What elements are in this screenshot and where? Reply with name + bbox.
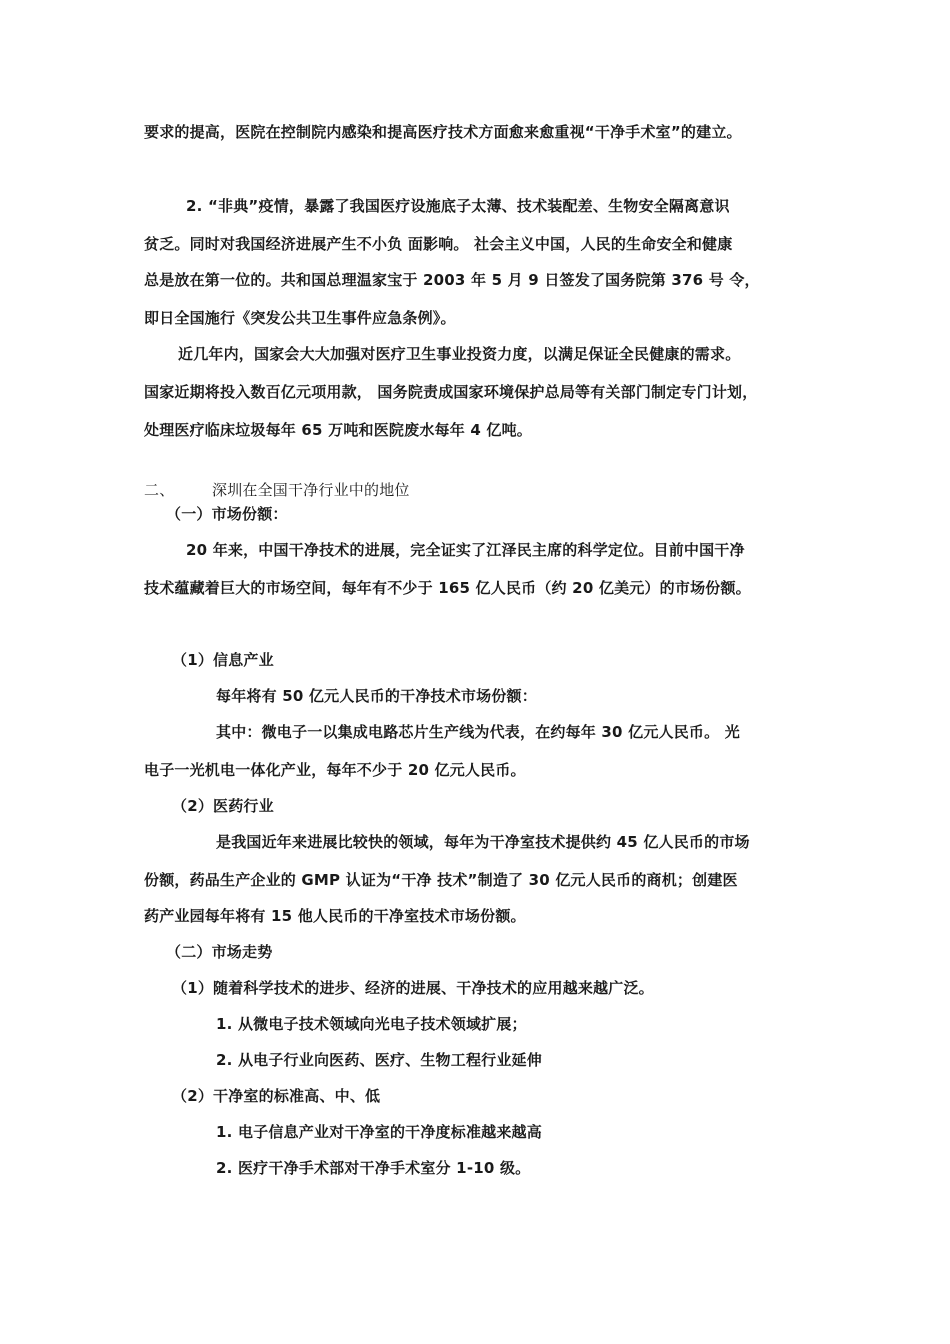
paragraph-line: 每年将有 50 亿元人民币的干净技术市场份额：: [216, 687, 537, 705]
paragraph-line: 处理医疗临床垃圾每年 65 万吨和医院废水每年 4 亿吨。: [144, 421, 533, 439]
list-item: 2. 医疗干净手术部对干净手术室分 1-10 级。: [216, 1159, 531, 1177]
paragraph-line: 电子一光机电一体化产业，每年不少于 20 亿元人民币。: [144, 761, 526, 779]
paragraph-line: 份额，药品生产企业的 GMP 认证为“干净 技术”制造了 30 亿元人民币的商机；创建医: [144, 871, 738, 889]
paragraph-line: 总是放在第一位的。共和国总理温家宝于 2003 年 5 月 9 日签发了国务院第 376 号 令，: [144, 271, 760, 289]
list-item: 2. 从电子行业向医药、医疗、生物工程行业延伸: [216, 1051, 542, 1069]
paragraph-line: 要求的提高，医院在控制院内感染和提高医疗技术方面愈来愈重视“干净手术室”的建立。: [144, 123, 742, 141]
list-item: 1. 从微电子技术领域向光电子技术领域扩展；: [216, 1015, 527, 1033]
paragraph-line: 贫乏。同时对我国经济进展产生不小负 面影响。 社会主义中国，人民的生命安全和健康: [144, 235, 733, 253]
item-title: （2）医药行业: [172, 797, 274, 815]
subsection-title: （二）市场走势: [166, 943, 273, 961]
paragraph-line: 药产业园每年将有 15 他人民币的干净室技术市场份额。: [144, 907, 526, 925]
paragraph-line: 2. “非典”疫情，暴露了我国医疗设施底子太薄、技术装配差、生物安全隔离意识: [186, 197, 730, 215]
paragraph-line: 20 年来，中国干净技术的进展，完全证实了江泽民主席的科学定位。目前中国干净: [186, 541, 745, 559]
item-title: （2）干净室的标准高、中、低: [172, 1087, 381, 1105]
list-item: 1. 电子信息产业对干净室的干净度标准越来越高: [216, 1123, 542, 1141]
paragraph-line: 近几年内，国家会大大加强对医疗卫生事业投资力度，以满足保证全民健康的需求。: [178, 345, 741, 363]
item-title: （1）随着科学技术的进步、经济的进展、干净技术的应用越来越广泛。: [172, 979, 654, 997]
paragraph-line: 其中：微电子一以集成电路芯片生产线为代表，在约每年 30 亿元人民币。 光: [216, 723, 740, 741]
paragraph-line: 国家近期将投入数百亿元项用款， 国务院责成国家环境保护总局等有关部门制定专门计划，: [144, 383, 758, 401]
subsection-title: （一）市场份额：: [166, 505, 288, 523]
section-number: 二、: [144, 481, 175, 499]
paragraph-line: 是我国近年来进展比较快的领域，每年为干净室技术提供约 45 亿人民币的市场: [216, 833, 750, 851]
paragraph-line: 即日全国施行《突发公共卫生事件应急条例》。: [144, 309, 456, 327]
section-title: 深圳在全国干净行业中的地位: [212, 481, 410, 499]
item-title: （1）信息产业: [172, 651, 274, 669]
paragraph-line: 技术蕴藏着巨大的市场空间，每年有不少于 165 亿人民币（约 20 亿美元）的市场份额。: [144, 579, 751, 597]
